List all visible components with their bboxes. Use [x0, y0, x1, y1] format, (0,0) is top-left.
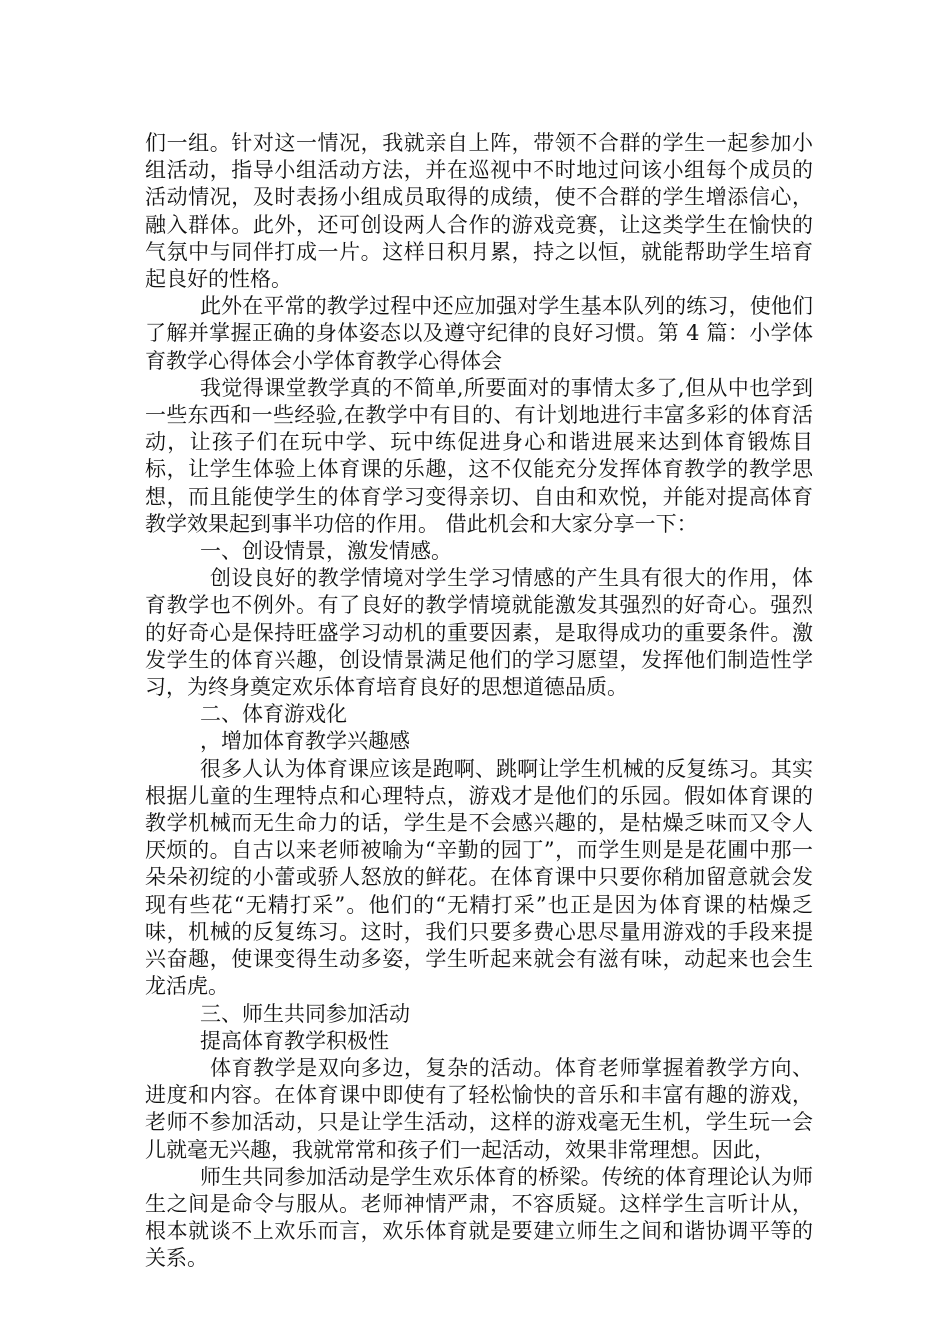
paragraph: 我觉得课堂教学真的不简单,所要面对的事情太多了,但从中也学到一些东西和一些经验,在教学中有目的、有计划地进行丰富多彩的体育活动，让孩子们在玩中学、玩中练促进身心和谐进展来达到体育锻炼目标，让学生体验上体育课的乐趣，这不仅能充分发挥体育教学的教学思想，而且能使学生的体育学习变得亲切、自由和欢悦，并能对提高体育教学效果起到事半功倍的作用。 借此机会和大家分享一下： — [145, 375, 813, 536]
section-heading: 二、体育游戏化 — [200, 702, 347, 727]
paragraph: 创设良好的教学情境对学生学习情感的产生具有很大的作用，体育教学也不例外。有了良好的教学情境就能激发其强烈的好奇心。强烈的好奇心是保持旺盛学习动机的重要因素，是取得成功的重要条件。激发学生的体育兴趣，创设情景满足他们的学习愿望，发挥他们制造性学习，为终身奠定欢乐体育培育良好的思想道德品质。 — [145, 566, 813, 700]
section-subheading: ，增加体育教学兴趣感 — [200, 729, 410, 754]
paragraph: 体育教学是双向多边，复杂的活动。体育老师掌握着教学方向、进度和内容。在体育课中即使有了轻松愉快的音乐和丰富有趣的游戏，老师不参加活动，只是让学生活动，这样的游戏毫无生机，学生玩一会儿就毫无兴趣，我就常常和孩子们一起活动，效果非常理想。因此， — [145, 1055, 813, 1162]
paragraph: 此外在平常的教学过程中还应加强对学生基本队列的练习，使他们了解并掌握正确的身体姿态以及遵守纪律的良好习惯。第 4 篇：小学体育教学心得体会小学体育教学心得体会 — [145, 294, 813, 373]
paragraph: 们一组。针对这一情况，我就亲自上阵，带领不合群的学生一起参加小组活动，指导小组活动方法，并在巡视中不时地过问该小组每个成员的活动情况，及时表扬小组成员取得的成绩，使不合群的学生增添信心，融入群体。此外，还可创设两人合作的游戏竞赛，让这类学生在愉快的气氛中与同伴打成一片。这样日积月累，持之以恒，就能帮助学生培育起良好的性格。 — [145, 131, 813, 292]
section-heading: 三、师生共同参加活动 — [200, 1001, 410, 1026]
section-heading: 一、创设情景，激发情感。 — [200, 539, 452, 564]
document-page — [145, 130, 813, 1273]
paragraph: 师生共同参加活动是学生欢乐体育的桥梁。传统的体育理论认为师生之间是命令与服从。老师神情严肃，不容质疑。这样学生言听计从，根本就谈不上欢乐而言，欢乐体育就是要建立师生之间和谐协调平等的关系。 — [145, 1164, 813, 1271]
section-subheading: 提高体育教学积极性 — [200, 1028, 389, 1053]
paragraph: 很多人认为体育课应该是跑啊、跳啊让学生机械的反复练习。其实根据儿童的生理特点和心理特点，游戏才是他们的乐园。假如体育课的教学机械而无生命力的话，学生是不会感兴趣的，是枯燥乏味而又令人厌烦的。自古以来老师被喻为“辛勤的园丁”，而学生则是是花圃中那一朵朵初绽的小蕾或骄人怒放的鲜花。在体育课中只要你稍加留意就会发现有些花“无精打采”。他们的“无精打采”也正是因为体育课的枯燥乏味，机械的反复练习。这时，我们只要多费心思尽量用游戏的手段来提兴奋趣，使课变得生动多姿，学生听起来就会有滋有味，动起来也会生龙活虎。 — [145, 756, 813, 999]
